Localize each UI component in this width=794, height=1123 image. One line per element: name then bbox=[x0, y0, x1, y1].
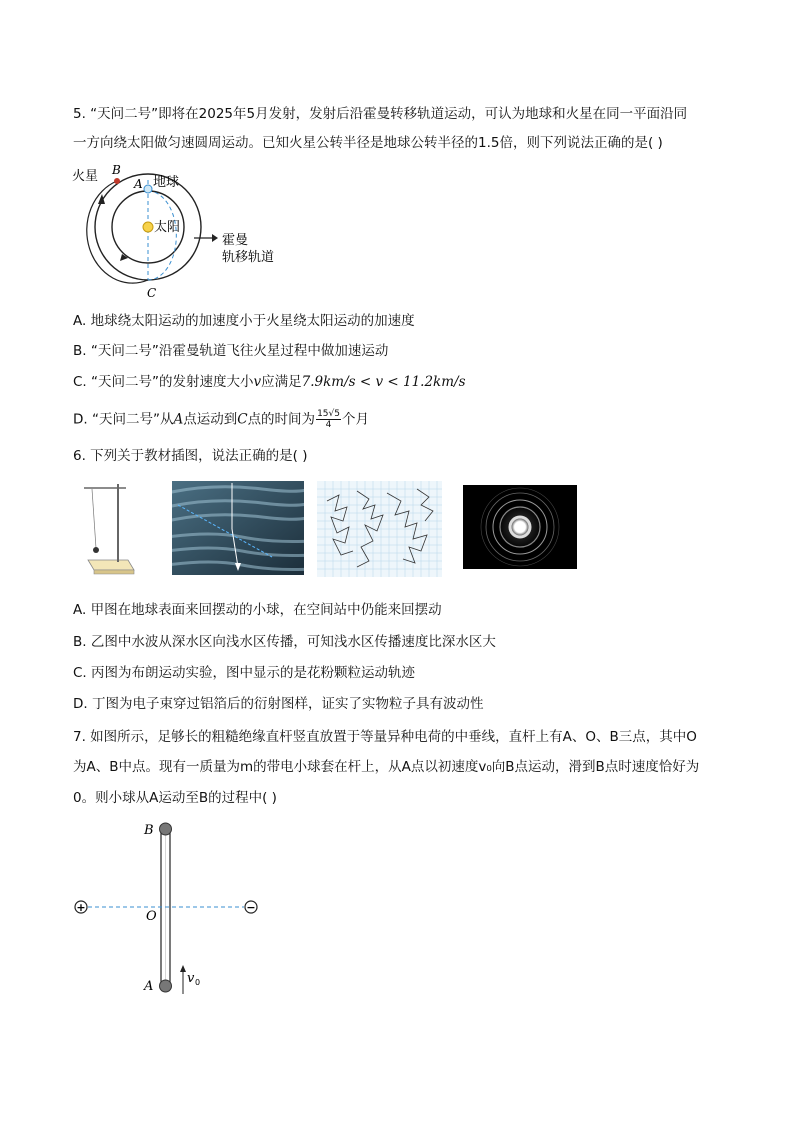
q5-option-c bbox=[73, 372, 466, 392]
ball-B bbox=[160, 823, 172, 835]
label-hohmann-2: 轨移轨道 bbox=[222, 250, 275, 265]
q5-option-c-mid: 应满足 bbox=[261, 374, 302, 390]
label-v: v bbox=[187, 971, 195, 986]
water-background bbox=[172, 481, 304, 575]
q5-option-b: B. “天问二号”沿霍曼轨道飞往火星过程中做加速运动 bbox=[73, 343, 389, 359]
pendulum-image bbox=[80, 478, 140, 578]
electron-diffraction-image bbox=[463, 485, 577, 569]
fraction-denominator: 4 bbox=[325, 420, 332, 430]
q5-option-d-fraction bbox=[316, 409, 341, 430]
mars-dot bbox=[114, 178, 120, 184]
sun-dot bbox=[143, 222, 153, 232]
ball-A bbox=[160, 980, 172, 992]
q5-stem-line1: 5. “天问二号”即将在2025年5月发射，发射后沿霍曼转移轨道运动，可认为地球和火星在同一平面沿同 bbox=[73, 106, 688, 122]
q5-option-d-C: C bbox=[237, 411, 248, 428]
q6-stem: 6. 下列关于教材插图，说法正确的是( ) bbox=[73, 448, 308, 464]
q7-stem-line3: 0。则小球从A运动至B的过程中( ) bbox=[73, 790, 277, 806]
arrow-mars-orbit bbox=[98, 194, 105, 204]
label-v-subscript: 0 bbox=[195, 978, 201, 987]
hohmann-solid-path bbox=[87, 181, 148, 283]
label-sun: 太阳 bbox=[154, 220, 181, 235]
q6-option-c: C. 丙图为布朗运动实验，图中显示的是花粉颗粒运动轨迹 bbox=[73, 665, 416, 681]
pendulum-ball bbox=[93, 547, 99, 553]
pointer-arrowhead bbox=[212, 234, 218, 242]
q6-option-b: B. 乙图中水波从深水区向浅水区传播，可知浅水区传播速度比深水区大 bbox=[73, 634, 496, 650]
q5-option-c-prefix: C. “天问二号”的发射速度大小 bbox=[73, 374, 254, 390]
plus-icon: + bbox=[76, 901, 86, 914]
q5-option-d-suffix: 个月 bbox=[341, 411, 369, 428]
q5-option-d-A: A bbox=[173, 411, 184, 428]
q7-stem-line2: 为A、B中点。现有一质量为m的带电小球套在杆上，从A点以初速度v₀向B点运动，滑到B点时速度恰好为 bbox=[73, 759, 700, 775]
q5-option-c-var: v bbox=[253, 374, 262, 390]
pendulum-base bbox=[88, 560, 134, 570]
diffraction-center bbox=[498, 505, 542, 549]
q6-option-a: A. 甲图在地球表面来回摆动的小球，在空间站中仍能来回摆动 bbox=[73, 602, 442, 618]
label-mars: 火星 bbox=[72, 169, 99, 184]
label-B: B bbox=[144, 823, 154, 838]
q5-option-a: A. 地球绕太阳运动的加速度小于火星绕太阳运动的加速度 bbox=[73, 313, 415, 329]
q5-option-d-prefix: D. “天问二号”从 bbox=[73, 411, 174, 428]
label-earth: 地球 bbox=[153, 175, 180, 190]
velocity-arrowhead bbox=[180, 965, 186, 972]
brownian-motion-image bbox=[317, 481, 442, 577]
q5-option-d-mid2: 点的时间为 bbox=[247, 411, 316, 428]
hohmann-dashed-path bbox=[148, 191, 176, 280]
charged-rod-figure bbox=[68, 814, 268, 1000]
label-hohmann-1: 霍曼 bbox=[222, 233, 249, 248]
arrow-earth-orbit bbox=[120, 254, 128, 261]
q5-stem-line2: 一方向绕太阳做匀速圆周运动。已知火星公转半径是地球公转半径的1.5倍，则下列说法正确的是( ) bbox=[73, 135, 663, 151]
pendulum-string bbox=[92, 489, 96, 548]
q5-option-d bbox=[73, 409, 369, 430]
label-B: B bbox=[112, 163, 121, 177]
q6-option-d: D. 丁图为电子束穿过铝箔后的衍射图样，证实了实物粒子具有波动性 bbox=[73, 696, 484, 712]
minus-icon: − bbox=[246, 901, 256, 914]
q5-option-d-mid: 点运动到 bbox=[183, 411, 238, 428]
label-A: A bbox=[144, 979, 154, 994]
label-C: C bbox=[147, 286, 157, 300]
label-A: A bbox=[134, 177, 143, 191]
water-wave-image bbox=[172, 481, 304, 575]
earth-dot bbox=[144, 185, 152, 193]
hohmann-orbit-figure bbox=[70, 162, 300, 302]
pendulum-base-side bbox=[94, 570, 134, 574]
q5-option-c-inequality: 7.9km/s < v < 11.2km/s bbox=[301, 374, 466, 390]
fraction-numerator: 15√5 bbox=[317, 409, 340, 419]
q7-stem-line1: 7. 如图所示，足够长的粗糙绝缘直杆竖直放置于等量异种电荷的中垂线，直杆上有A、O、B三点，其中O bbox=[73, 729, 697, 745]
label-O: O bbox=[146, 909, 157, 924]
